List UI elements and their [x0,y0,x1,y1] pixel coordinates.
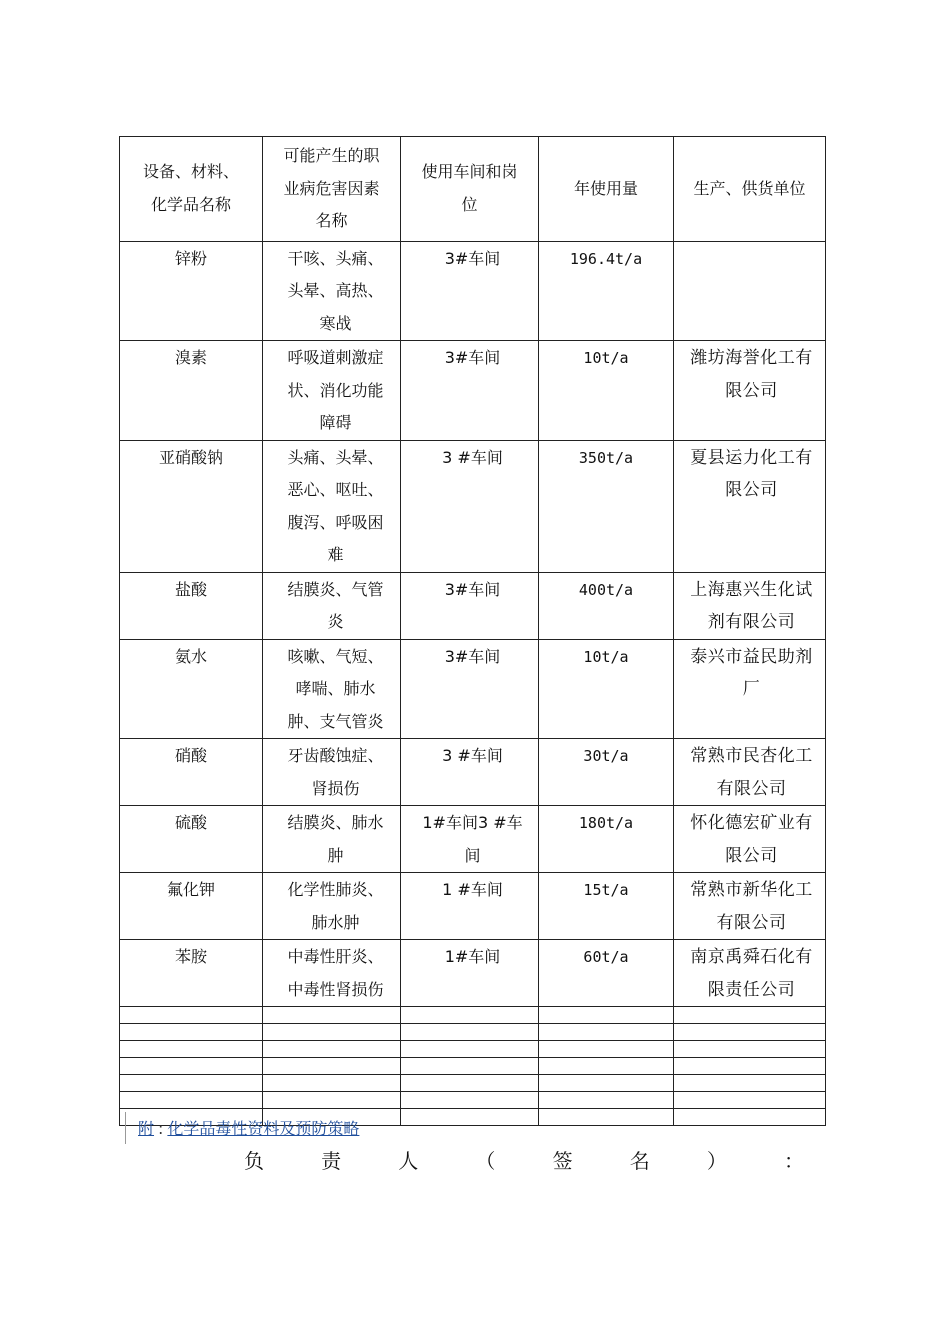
cell-workshop [401,873,539,940]
cell-name-text: 苯胺 [174,947,207,966]
empty-cell [120,1092,263,1109]
cell-name-text: 硫酸 [174,813,207,832]
cell-name-text: 氨水 [174,646,207,666]
signature-char: ） [706,1149,727,1173]
cell-name [120,572,263,639]
empty-cell [263,1007,401,1024]
empty-cell [120,1075,263,1092]
cell-hazard-text: 干咳、头痛、头晕、高热、寒战 [287,248,384,333]
empty-row [120,1007,826,1024]
empty-row [120,1058,826,1075]
cell-hazard-text: 结膜炎、气管炎 [287,579,384,631]
empty-row [120,1075,826,1092]
cell-workshop-text: 3#车间 [444,579,501,599]
cell-workshop [401,739,539,806]
empty-cell [263,1092,401,1109]
cell-hazard-text: 呼吸道刺激症状、消化功能障碍 [287,348,384,432]
cell-supplier-text: 怀化德宏矿业有限公司 [690,813,813,866]
empty-cell [539,1092,674,1109]
cell-supplier [674,873,826,940]
cell-annual-usage [539,806,674,873]
table-body [120,241,826,1126]
empty-cell [401,1007,539,1024]
empty-cell [539,1007,674,1024]
cell-name-text: 盐酸 [174,579,207,599]
table-row [120,873,826,940]
cell-supplier [674,440,826,572]
cell-workshop-text: 1#车间3 #车间 [422,813,523,865]
cell-hazard-text: 头痛、头晕、恶心、呕吐、腹泻、呼吸困难 [287,447,384,564]
table-row [120,639,826,739]
empty-cell [120,1024,263,1041]
cell-supplier-text: 常熟市民杏化工有限公司 [690,746,813,799]
signature-line [244,1146,804,1176]
empty-cell [674,1075,826,1092]
cell-annual-usage-text: 180t/a [578,814,634,832]
empty-cell [539,1058,674,1075]
header-annual-usage: 年使用量 [539,137,674,242]
empty-cell [401,1058,539,1075]
cell-name [120,241,263,341]
cell-hazard-text: 化学性肺炎、肺水肿 [287,880,384,932]
cell-annual-usage [539,572,674,639]
cell-annual-usage-text: 15t/a [583,881,629,899]
cell-hazard-text: 牙齿酸蚀症、肾损伤 [287,746,384,798]
signature-char: 名 [629,1149,650,1173]
cell-name-text: 硝酸 [174,746,207,765]
cell-hazard [263,739,401,806]
cell-name-text: 氟化钾 [166,880,215,899]
empty-cell [401,1041,539,1058]
table-row [120,572,826,639]
cell-hazard-text: 中毒性肝炎、中毒性肾损伤 [287,947,384,999]
cell-supplier-text: 常熟市新华化工有限公司 [690,880,813,933]
cell-annual-usage-text: 30t/a [583,747,629,765]
attachment-prefix-link[interactable]: 附 [138,1119,155,1138]
cell-workshop-text: 3#车间 [444,348,501,367]
cell-hazard-text: 结膜炎、肺水肿 [287,813,384,865]
cell-supplier-text: 夏县运力化工有限公司 [690,447,813,500]
signature-char: 签 [552,1149,573,1173]
cell-workshop-text: 3#车间 [444,646,501,666]
table-row [120,241,826,341]
cell-hazard-text: 咳嗽、气短、哮喘、肺水肿、支气管炎 [287,646,384,731]
empty-cell [120,1041,263,1058]
empty-cell [539,1075,674,1092]
empty-cell [674,1041,826,1058]
cell-annual-usage [539,440,674,572]
cell-annual-usage [539,940,674,1007]
cell-supplier [674,739,826,806]
table-row [120,440,826,572]
table-row [120,341,826,441]
attachment-note [125,1112,359,1144]
cell-annual-usage-text: 400t/a [578,580,634,599]
cell-supplier [674,940,826,1007]
cell-workshop-text: 1#车间 [444,947,501,966]
empty-row [120,1041,826,1058]
empty-cell [401,1024,539,1041]
cell-annual-usage-text: 10t/a [583,349,629,367]
cell-supplier-text: 南京禹舜石化有限责任公司 [690,947,813,1000]
empty-cell [263,1041,401,1058]
cell-hazard [263,440,401,572]
cell-name [120,940,263,1007]
table-header-row [120,137,826,242]
empty-row [120,1092,826,1109]
attachment-colon: : [158,1119,164,1138]
cell-annual-usage [539,341,674,441]
table-row [120,940,826,1007]
cell-workshop [401,241,539,341]
cell-hazard [263,572,401,639]
cell-workshop-text: 3#车间 [444,248,501,268]
empty-cell [674,1058,826,1075]
cell-workshop [401,572,539,639]
cell-annual-usage-text: 60t/a [583,948,629,966]
cell-hazard [263,806,401,873]
cell-supplier-text [686,242,817,243]
chemical-hazard-table [119,136,826,1126]
empty-cell [120,1058,263,1075]
cell-workshop [401,639,539,739]
cell-name [120,341,263,441]
cell-annual-usage-text: 350t/a [578,448,634,467]
cell-hazard [263,873,401,940]
cell-name [120,440,263,572]
cell-supplier [674,572,826,639]
cell-supplier-text: 潍坊海誉化工有限公司 [690,348,813,401]
signature-char: ： [783,1149,804,1173]
cell-name [120,806,263,873]
empty-cell [539,1041,674,1058]
empty-cell [674,1092,826,1109]
cell-supplier [674,341,826,441]
table-row [120,739,826,806]
empty-cell [401,1075,539,1092]
cell-supplier-text: 上海惠兴生化试剂有限公司 [690,579,813,632]
cell-hazard [263,639,401,739]
cell-supplier-text: 泰兴市益民助剂厂 [690,646,813,699]
empty-row [120,1024,826,1041]
header-supplier: 生产、供货单位 [674,137,826,242]
empty-cell [674,1024,826,1041]
cell-supplier [674,806,826,873]
empty-cell [674,1007,826,1024]
cell-name-text: 亚硝酸钠 [158,447,223,467]
signature-char: （ [475,1149,496,1173]
cell-workshop [401,806,539,873]
attachment-link[interactable]: 化学品毒性资料及预防策略 [167,1119,360,1138]
cell-workshop-text: 3 #车间 [442,447,503,467]
empty-cell [539,1024,674,1041]
header-hazard: 可能产生的职业病危害因素名称 [263,137,401,242]
cell-annual-usage-text: 196.4t/a [569,249,643,268]
cell-supplier [674,241,826,341]
cell-annual-usage [539,241,674,341]
cell-annual-usage [539,873,674,940]
cell-name [120,739,263,806]
table-row [120,806,826,873]
cell-annual-usage [539,739,674,806]
cell-supplier [674,639,826,739]
cell-annual-usage [539,639,674,739]
cell-annual-usage-text: 10t/a [583,647,629,666]
header-name: 设备、材料、化学品名称 [120,137,263,242]
signature-char: 负 [244,1149,264,1173]
empty-cell [539,1109,674,1126]
empty-cell [674,1109,826,1126]
cell-workshop [401,341,539,441]
empty-cell [263,1058,401,1075]
cell-workshop [401,440,539,572]
header-workshop: 使用车间和岗位 [401,137,539,242]
cell-workshop [401,940,539,1007]
cell-workshop-text: 3 #车间 [442,746,503,765]
cell-name [120,873,263,940]
empty-cell [401,1092,539,1109]
empty-cell [263,1024,401,1041]
cell-name-text: 溴素 [174,348,207,367]
empty-cell [120,1007,263,1024]
signature-char: 责 [321,1149,342,1173]
cell-hazard [263,940,401,1007]
cell-workshop-text: 1 #车间 [442,880,503,899]
cell-name-text: 锌粉 [174,248,207,268]
empty-cell [401,1109,539,1126]
empty-cell [263,1075,401,1092]
signature-char: 人 [398,1149,419,1173]
cell-name [120,639,263,739]
cell-hazard [263,241,401,341]
cell-hazard [263,341,401,441]
